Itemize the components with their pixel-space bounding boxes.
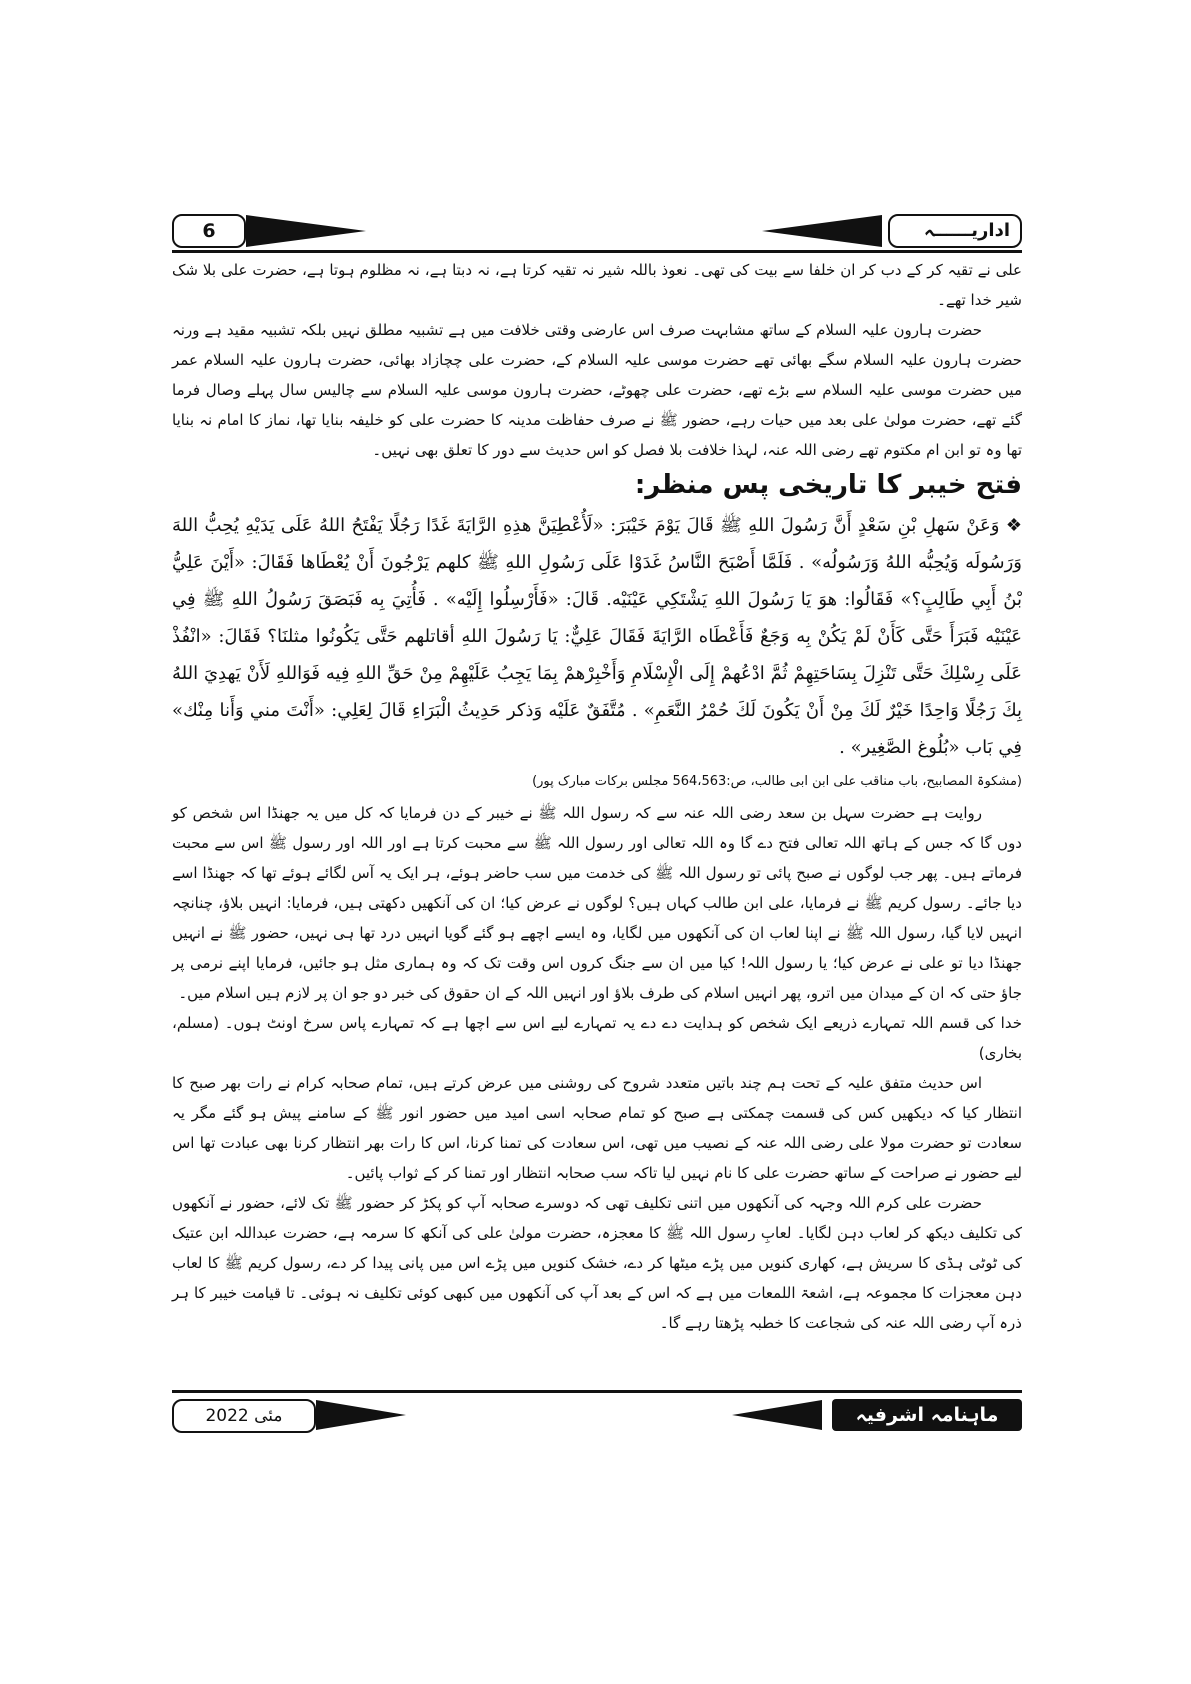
footer-ornament-right <box>732 1400 822 1430</box>
hadith-arabic: ❖ وَعَنْ سَهلِ بْنِ سَعْدٍ أَنَّ رَسُولَ اللهِ ﷺ قَالَ يَوْمَ خَيْبَرَ: «لَأُعْطِيَنَّ هذِهِ الرَّايَةَ غَدًا رَجُلًا يَفْتَحُ اللهُ عَلَى يَدَيْهِ يُحِبُّ اللهَ وَرَسُولَه وَيُحِبُّه اللهُ وَرَسُولُه» . فَلَمَّا أَصْبَحَ النَّاسُ غَدَوْا عَلَى رَسُولِ اللهِ ﷺ كلهم يَرْجُونَ أَنْ يُعْطَاها فَقَالَ: «أَيْنَ عَلِيُّ بْنُ أَبِي طَالِبٍ؟» فَقَالُوا: هوَ يَا رَسُولَ اللهِ يَشْتَكِي عَيْنَيْه. قَالَ: «فَأَرْسِلُوا إِلَيْه» . فَأُتِيَ بِه فَبَصَقَ رَسُولُ اللهِ ﷺ فِي عَيْنَيْه فَبَرَأَ حَتَّى كَأَنْ لَمْ يَكُنْ بِه وَجَعٌ فَأَعْطَاه الرَّايَةَ فَقَالَ عَلِيٌّ: يَا رَسُولَ اللهِ أقاتلهم حَتَّى يَكُونُوا مثلنَا؟ فَقَالَ: «انْفُذْ عَلَى رِسْلِكَ حَتَّى تَنْزِلَ بِسَاحَتِهِمْ ثُمَّ ادْعُهمْ إِلَى الْإِسْلَامِ وَأَخْبِرْهمْ بِمَا يَجِبُ عَلَيْهِمْ مِنْ حَقِّ اللهِ فِيه فَوَاللهِ لَأَنْ يَهدِيَ اللهُ بِكَ رَجُلًا وَاحِدًا خَيْرٌ لَكَ مِنْ أَنْ يَكُونَ لَكَ حُمْرُ النَّعَمِ» . مُتَّفَقٌ عَلَيْه وَذكر حَدِيثُ الْبَرَاءِ قَالَ لِعَلِي: «أَنْتَ مني وَأَنا مِنْك» فِي بَاب «بُلُوغ الصَّغِير» . <box>172 515 1022 758</box>
paragraph-6: حضرت علی کرم اللہ وجہہ کی آنکھوں میں اتنی تکلیف تھی کہ دوسرے صحابہ آپ کو پکڑ کر حضور ﷺ تک لائے، حضور نے آنکھوں کی تکلیف دیکھ کر لعاب دہن لگایا۔ لعابِ رسول اللہ ﷺ کا معجزہ، حضرت مولیٰ علی کی آنکھ کا سرمہ ہے، حضرت عبداللہ ابن عتیک کی ٹوٹی ہڈی کا سریش ہے، کھاری کنویں میں پڑے میٹھا کر دے، خشک کنویں میں پڑے اس میں پانی پیدا کر دے، رسول کریم ﷺ کا لعاب دہن معجزات کا مجموعہ ہے، اشعۃ اللمعات میں ہے کہ اس کے بعد آپ کی آنکھوں میں کبھی کوئی تکلیف نہ ہوئی۔ تا قیامت خیبر کا ہر ذرہ آپ رضی اللہ عنہ کی شجاعت کا خطبہ پڑھتا رہے گا۔ <box>172 1194 1022 1332</box>
issue-date: مئی 2022 <box>172 1399 316 1433</box>
magazine-name: ماہنامہ اشرفیہ <box>832 1399 1022 1431</box>
section-title: اداریــــــہ <box>923 220 1010 241</box>
hadith-reference: (مشکوۃ المصابیح، باب مناقب علی ابن ابی طالب، ص:564،563 مجلس برکات مبارک پور) <box>532 774 1022 789</box>
article-body <box>172 255 1022 1338</box>
paragraph-5: اس حدیث متفق علیہ کے تحت ہم چند باتیں متعدد شروح کی روشنی میں عرض کرتے ہیں، تمام صحابہ کرام نے رات بھر صبح کا انتظار کیا کہ دیکھیں کس کی قسمت چمکتی ہے صبح کو تمام صحابہ اسی امید میں حضور انور ﷺ کے سامنے پیش ہو گئے مگر یہ سعادت تو حضرت مولا علی رضی اللہ عنہ کے نصیب میں تھی، اس سعادت کی تمنا کرنا، اس کا رات بھر انتظار کرنا بھی عبادت تھا اس لیے حضور نے صراحت کے ساتھ حضرت علی کا نام نہیں لیا تاکہ سب صحابہ انتظار اور تمنا کر کے ثواب پائیں۔ <box>172 1074 1022 1182</box>
page-number: 6 <box>172 214 246 248</box>
footer-rule <box>172 1390 1022 1393</box>
paragraph-4: خدا کی قسم اللہ تمہارے ذریعے ایک شخص کو ہدایت دے دے یہ تمہارے لیے اس سے اچھا ہے کہ تمہارے پاس سرخ اونٹ ہوں۔ (مسلم، بخاری) <box>172 1014 1022 1062</box>
paragraph-1: علی نے تقیہ کر کے دب کر ان خلفا سے بیت کی تھی۔ نعوذ باللہ شیر نہ تقیہ کرتا ہے، نہ دبتا ہے، نہ مظلوم ہوتا ہے، حضرت علی بلا شک شیر خدا تھے۔ <box>172 261 1023 309</box>
paragraph-2: حضرت ہارون علیہ السلام کے ساتھ مشابہت صرف اس عارضی وقتی خلافت میں ہے تشبیہ مطلق نہیں بلکہ تشبیہ مقید ہے ورنہ حضرت ہارون علیہ السلام سگے بھائی تھے حضرت موسی علیہ السلام کے، حضرت علی چچازاد بھائی، حضرت ہارون علیہ السلام عمر میں حضرت موسی علیہ السلام سے بڑے تھے، حضرت علی چھوٹے، حضرت ہارون موسی علیہ السلام سے چالیس سال پہلے وصال فرما گئے تھے، حضرت مولیٰ علی بعد میں حیات رہے، حضور ﷺ نے صرف حفاظت مدینہ کا حضرت علی کو خلیفہ بنایا تھا، نماز کا امام نہ بنایا تھا وہ تو ابن ام مکتوم تھے رضی اللہ عنہ، لہذا خلافت بلا فصل کو اس حدیث سے دور کا تعلق بھی نہیں۔ <box>172 321 1022 459</box>
section-title-box <box>888 214 1022 248</box>
header-rule <box>172 250 1022 253</box>
footer-ornament-left <box>316 1400 406 1430</box>
paragraph-3: روایت ہے حضرت سہل بن سعد رضی اللہ عنہ سے کہ رسول اللہ ﷺ نے خیبر کے دن فرمایا کہ کل میں یہ جھنڈا اس شخص کو دوں گا کہ جس کے ہاتھ اللہ تعالی فتح دے گا وہ اللہ تعالی اور رسول اللہ ﷺ سے محبت کرتا ہے اور اللہ اور رسول ﷺ اس سے محبت فرماتے ہیں۔ پھر جب لوگوں نے صبح پائی تو رسول اللہ ﷺ کی خدمت میں سب حاضر ہوئے، ہر ایک یہ آس لگائے ہوئے تھا کہ جھنڈا اسے دیا جائے۔ رسول کریم ﷺ نے فرمایا، علی ابن طالب کہاں ہیں؟ لوگوں نے عرض کیا؛ ان کی آنکھیں دکھتی ہیں، فرمایا: انہیں بلاؤ، چنانچہ انہیں لایا گیا، رسول اللہ ﷺ نے اپنا لعاب ان کی آنکھوں میں لگایا، وہ ایسے اچھے ہو گئے گویا انہیں درد تھا ہی نہیں، حضور ﷺ نے انہیں جھنڈا دیا تو علی نے عرض کیا؛ یا رسول اللہ! کیا میں ان سے جنگ کروں اس وقت تک کہ وہ ہماری مثل ہو جائیں، فرمایا اپنے نرمی پر جاؤ حتی کہ ان کے میدان میں اترو، پھر انہیں اسلام کی طرف بلاؤ اور انہیں اللہ کے ان حقوق کی خبر دو جو ان پر لازم ہیں اسلام میں۔ <box>172 804 1022 1002</box>
header-ornament-left <box>246 215 366 247</box>
header-ornament-right <box>762 215 882 247</box>
page-footer <box>172 1395 1022 1435</box>
page-header <box>172 214 1022 252</box>
section-heading: فتح خیبر کا تاریخی پس منظر: <box>634 470 1022 500</box>
